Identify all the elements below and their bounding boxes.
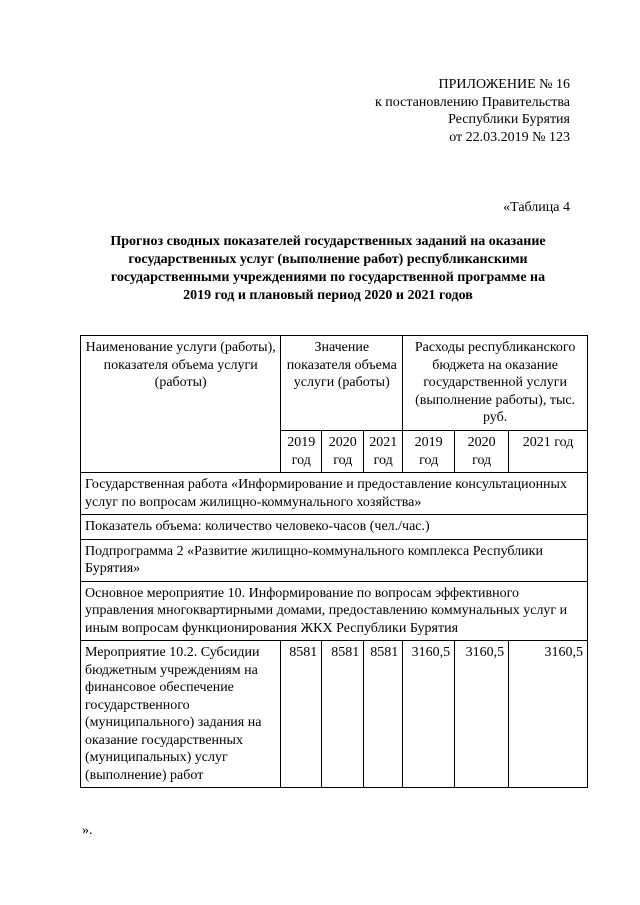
- event-name: Мероприятие 10.2. Субсидии бюджетным учреждениям на финансовое обеспечение государственного (муниципального) задания на оказание государственных (муниципальных) услуг (выполнение) работ: [81, 641, 281, 788]
- value-cell: 8581: [281, 641, 322, 788]
- closing-quote: ».: [82, 823, 93, 838]
- year-header: 2021 год: [364, 431, 403, 473]
- appendix-number: ПРИЛОЖЕНИЕ № 16: [438, 77, 570, 92]
- expense-cell: 3160,5: [455, 641, 509, 788]
- data-row: [81, 641, 588, 788]
- year-header: 2020 год: [455, 431, 509, 473]
- header-volume-value: Значение показателя объема услуги (работы): [281, 336, 403, 431]
- year-header: 2019 год: [281, 431, 322, 473]
- table-reference: «Таблица 4: [503, 200, 570, 215]
- table-row: [81, 473, 588, 515]
- appendix-header: [250, 76, 570, 146]
- year-header: 2019 год: [403, 431, 455, 473]
- header-service-name: Наименование услуги (работы), показателя объема услуги (работы): [81, 336, 281, 473]
- year-header: 2021 год: [509, 431, 588, 473]
- expense-cell: 3160,5: [403, 641, 455, 788]
- appendix-decree: к постановлению Правительства: [374, 94, 570, 110]
- document-title: Прогноз сводных показателей государственных заданий на оказание государственных услуг (выполнение работ) республиканскими государственными учреждениями по государственной программе на 2019 год и плановый период 2020 и 2021 годов: [110, 234, 546, 303]
- value-cell: 8581: [364, 641, 403, 788]
- header-expenses: Расходы республиканского бюджета на оказание государственной услуги (выполнение работы), тыс. руб.: [403, 336, 588, 431]
- header-row: [81, 336, 588, 431]
- appendix-republic: Республики Бурятия: [448, 112, 570, 127]
- main-event-row: Основное мероприятие 10. Информирование по вопросам эффективного управления многоквартирными домами, предоставлению коммунальных услуг и иным вопросам функционирования ЖКХ Республики Бурятия: [81, 581, 588, 641]
- table-row: [81, 539, 588, 581]
- table-row: [81, 515, 588, 540]
- forecast-table: [80, 335, 588, 788]
- subprogram-row: Подпрограмма 2 «Развитие жилищно-коммунального комплекса Республики Бурятия»: [81, 539, 588, 581]
- work-row: Государственная работа «Информирование и предоставление консультационных услуг по вопросам жилищно-коммунального хозяйства»: [81, 473, 588, 515]
- indicator-row: Показатель объема: количество человеко-часов (чел./час.): [81, 515, 588, 540]
- value-cell: 8581: [322, 641, 364, 788]
- appendix-date: от 22.03.2019 № 123: [449, 129, 570, 145]
- expense-cell: 3160,5: [509, 641, 588, 788]
- table-row: [81, 581, 588, 641]
- year-header: 2020 год: [322, 431, 364, 473]
